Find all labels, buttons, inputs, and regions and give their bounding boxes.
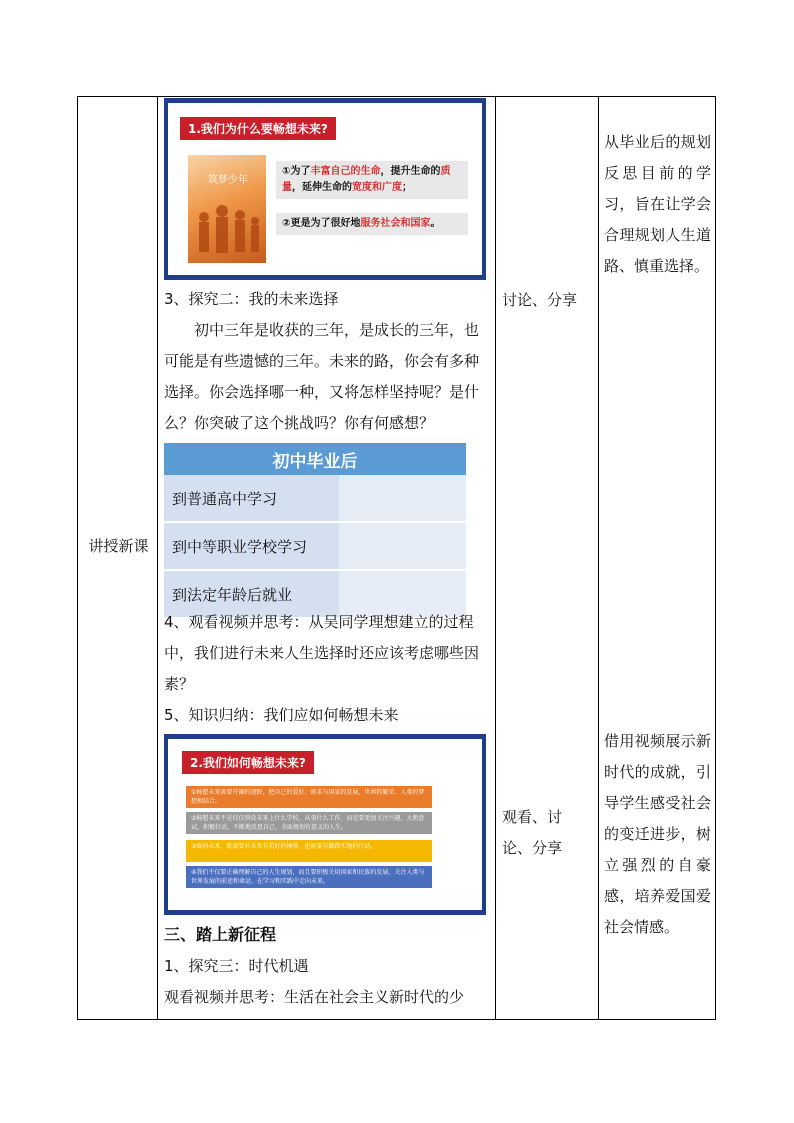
explore3-task: 观看视频并思考：生活在社会主义新时代的少 (164, 988, 465, 1006)
choice-row-blank (339, 475, 466, 522)
reason1-highlight: 质量 (282, 166, 451, 193)
choice-row-label: 到法定年龄后就业 (164, 570, 339, 618)
reason-box-1 (276, 161, 468, 199)
choice-table (164, 443, 466, 619)
reason2-part: 。 (430, 218, 441, 229)
choice-table-header: 初中毕业后 (164, 443, 466, 475)
choice-row-label: 到普通高中学习 (164, 475, 339, 522)
explore2-heading: 3、探究二：我的未来选择 (164, 290, 339, 308)
reason2-part: ②更是为了很好地 (282, 218, 361, 229)
activity-1: 讨论、分享 (502, 291, 578, 309)
explore3-heading: 1、探究三：时代机遇 (164, 957, 309, 975)
reason2-highlight: 服务社会和国家 (360, 218, 431, 229)
stage-label: 讲授新课 (88, 537, 149, 555)
point-bar-1: ①畅想未来需要开阔的视野，把自己的爱好、需求与国家的发展、世界的繁荣、人类的梦想相结合。 (186, 786, 432, 808)
slide2-title: 2.我们如何畅想未来? (182, 751, 314, 774)
reason1-highlight: 宽度和广度 (352, 182, 402, 193)
video-task: 4、观看视频并思考：从吴同学理想建立的过程中，我们进行未来人生选择时还应该考虑哪些因素？ (164, 613, 480, 693)
reason-box-2 (276, 213, 468, 235)
activity-cell (496, 97, 599, 1020)
reason1-part: ，提升生命的 (380, 166, 441, 177)
point-bar-4: ④我们不仅要正确理解自己的人生规划，而且要积极关切国家和民族的发展，关注人类与世界发展的前途和命运，在学习和实践中走向未来。 (186, 866, 432, 888)
reason1-part: ； (402, 182, 412, 193)
slide-why-envision-future (164, 98, 486, 280)
section3-heading: 三、踏上新征程 (164, 925, 277, 944)
reason1-part: ，延伸生命的 (292, 182, 352, 193)
point-bar-3: ③面向未来，既需要对未来有美好的憧憬，也需要有脚踏实地的行动。 (186, 840, 432, 862)
poster-image (188, 155, 266, 263)
slide-how-envision-future (164, 734, 486, 915)
reason1-part: ①为了 (282, 166, 311, 177)
poster-silhouettes-icon (188, 155, 266, 263)
intent-1: 从毕业后的规划反思目前的学习，旨在让学会合理规划人生道路、慎重选择。 (604, 133, 711, 275)
stage-cell (78, 97, 158, 1020)
reason1-highlight: 丰富自己的生命 (310, 166, 381, 177)
point-bar-2: ②畅想未来不是仅仅预设未来上什么学校，从事什么工作，而是要更加关注兴趣，大胆尝试，积极行动，不断地反思自己，全面规划有意义的人生。 (186, 812, 432, 834)
choice-row-label: 到中等职业学校学习 (164, 522, 339, 570)
summary-line: 5、知识归纳：我们应如何畅想未来 (164, 706, 399, 724)
intent-2: 借用视频展示新时代的成就，引导学生感受社会的变迁进步，树立强烈的自豪感，培养爱国爱社会情感。 (604, 732, 711, 936)
explore2-paragraph: 初中三年是收获的三年，是成长的三年，也可能是有些遗憾的三年。未来的路，你会有多种选择。你会选择哪一种，又将怎样坚持呢？是什么？你突破了这个挑战吗？你有何感想？ (164, 321, 480, 432)
choice-row-blank (339, 522, 466, 570)
poster-text: 筑梦少年 (208, 175, 248, 186)
slide1-title: 1.我们为什么要畅想未来? (180, 117, 336, 140)
activity-2: 观看、讨论、分享 (502, 808, 563, 857)
